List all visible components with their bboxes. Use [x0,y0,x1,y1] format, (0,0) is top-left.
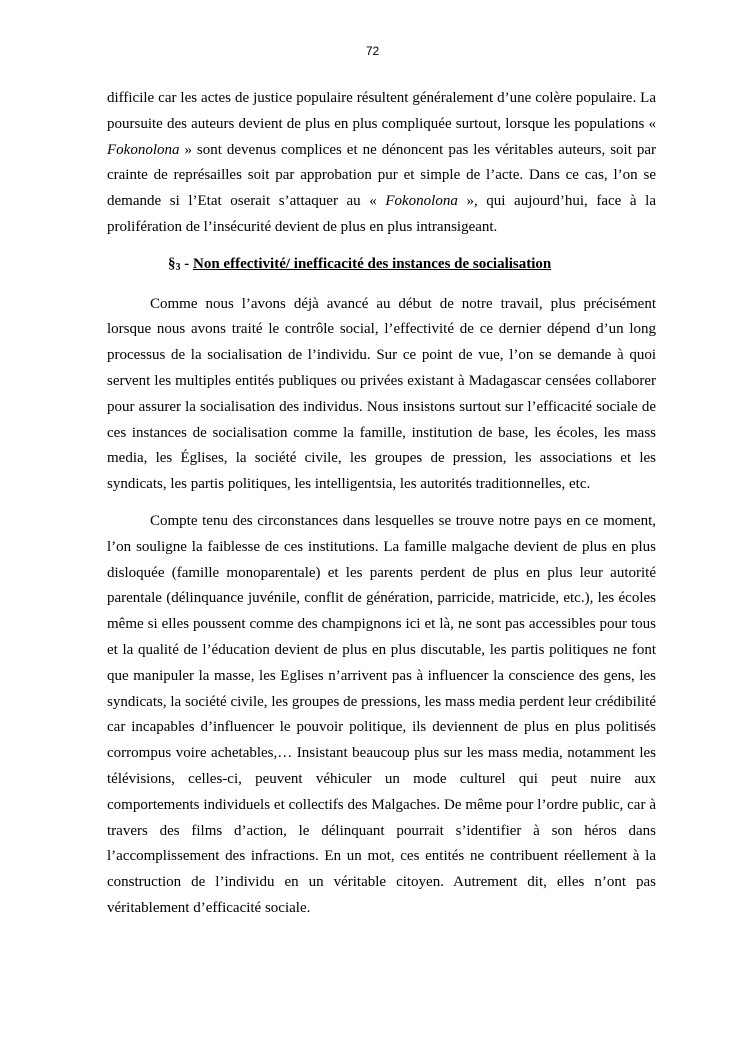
italic-term: Fokonolona [107,141,180,158]
section-separator: - [180,255,193,272]
paragraph-continuation [107,86,656,241]
page-number: 72 [365,44,380,58]
paragraph-institutions: Compte tenu des circonstances dans lesquelles se trouve notre pays en ce moment, l’on souligne la faiblesse de ces institutions. La famille malgache devient de plus en plus disloquée (famille monoparentale) et les parents perdent de plus en plus leur autorité parentale (délinquance juvénile, conflit de génération, parricide, matricide, etc.), les écoles même si elles poussent comme des champignons ici et là, ne sont pas accessibles pour tous et la qualité de l’éducation devient de plus en plus discutable, les partis politiques ne font que manipuler la masse, les Eglises n’arrivent pas à influencer la conscience des gens, les syndicats, la société civile, les groupes de pressions, les mass media perdent leur crédibilité car incapables d’influencer le pouvoir politique, ils deviennent de plus en plus politisés corrompus voire achetables,… Insistant beaucoup plus sur les mass media, notamment les télévisions, celles-ci, peuvent véhiculer un mode culturel qui peut nuire aux comportements individuels et collectifs des Malgaches. De même pour l’ordre public, car à travers des films d’action, le délinquant pourrait s’identifier à son héros dans l’accomplissement des infractions. En un mot, ces entités ne contribuent réellement à la construction de l’individu en un véritable citoyen. Autrement dit, elles n’ont pas véritablement d’efficacité sociale. [107,512,656,916]
paragraph-text: » sont devenus complices et ne dénoncent pas les véritables auteurs, soit par crainte de représailles soit par approbation pur et simple de l’acte. Dans ce cas, l’on se demande si l’Etat oserait s’attaquer au « [107,141,656,210]
section-heading [107,252,656,281]
section-symbol: § [168,255,176,272]
paragraph-text: », qui aujourd’hui, face à la prolifération de l’insécurité devient de plus en plus intransigeant. [107,193,656,235]
document-body [107,86,656,922]
paragraph-socialisation: Comme nous l’avons déjà avancé au début de notre travail, plus précisément lorsque nous avons traité le contrôle social, l’effectivité de ce dernier dépend d’un long processus de la socialisation de l’individu. Sur ce point de vue, l’on se demande à quoi servent les multiples entités publiques ou privées existant à Madagascar censées collaborer pour assurer la socialisation des individus. Nous insistons surtout sur l’efficacité sociale de ces instances de socialisation comme la famille, institution de base, les écoles, les mass media, les Églises, la société civile, les groupes de pression, les associations et les syndicats, les partis politiques, les intelligentsia, les autorités traditionnelles, etc. [107,295,656,493]
section-number: 3 [175,261,181,273]
section-mark [168,256,181,272]
paragraph-text: difficile car les actes de justice populaire résultent généralement d’une colère populaire. La poursuite des auteurs devient de plus en plus compliquée surtout, lorsque les populations « [107,90,656,132]
italic-term: Fokonolona [385,193,458,210]
section-title: Non effectivité/ inefficacité des instances de socialisation [193,255,552,272]
